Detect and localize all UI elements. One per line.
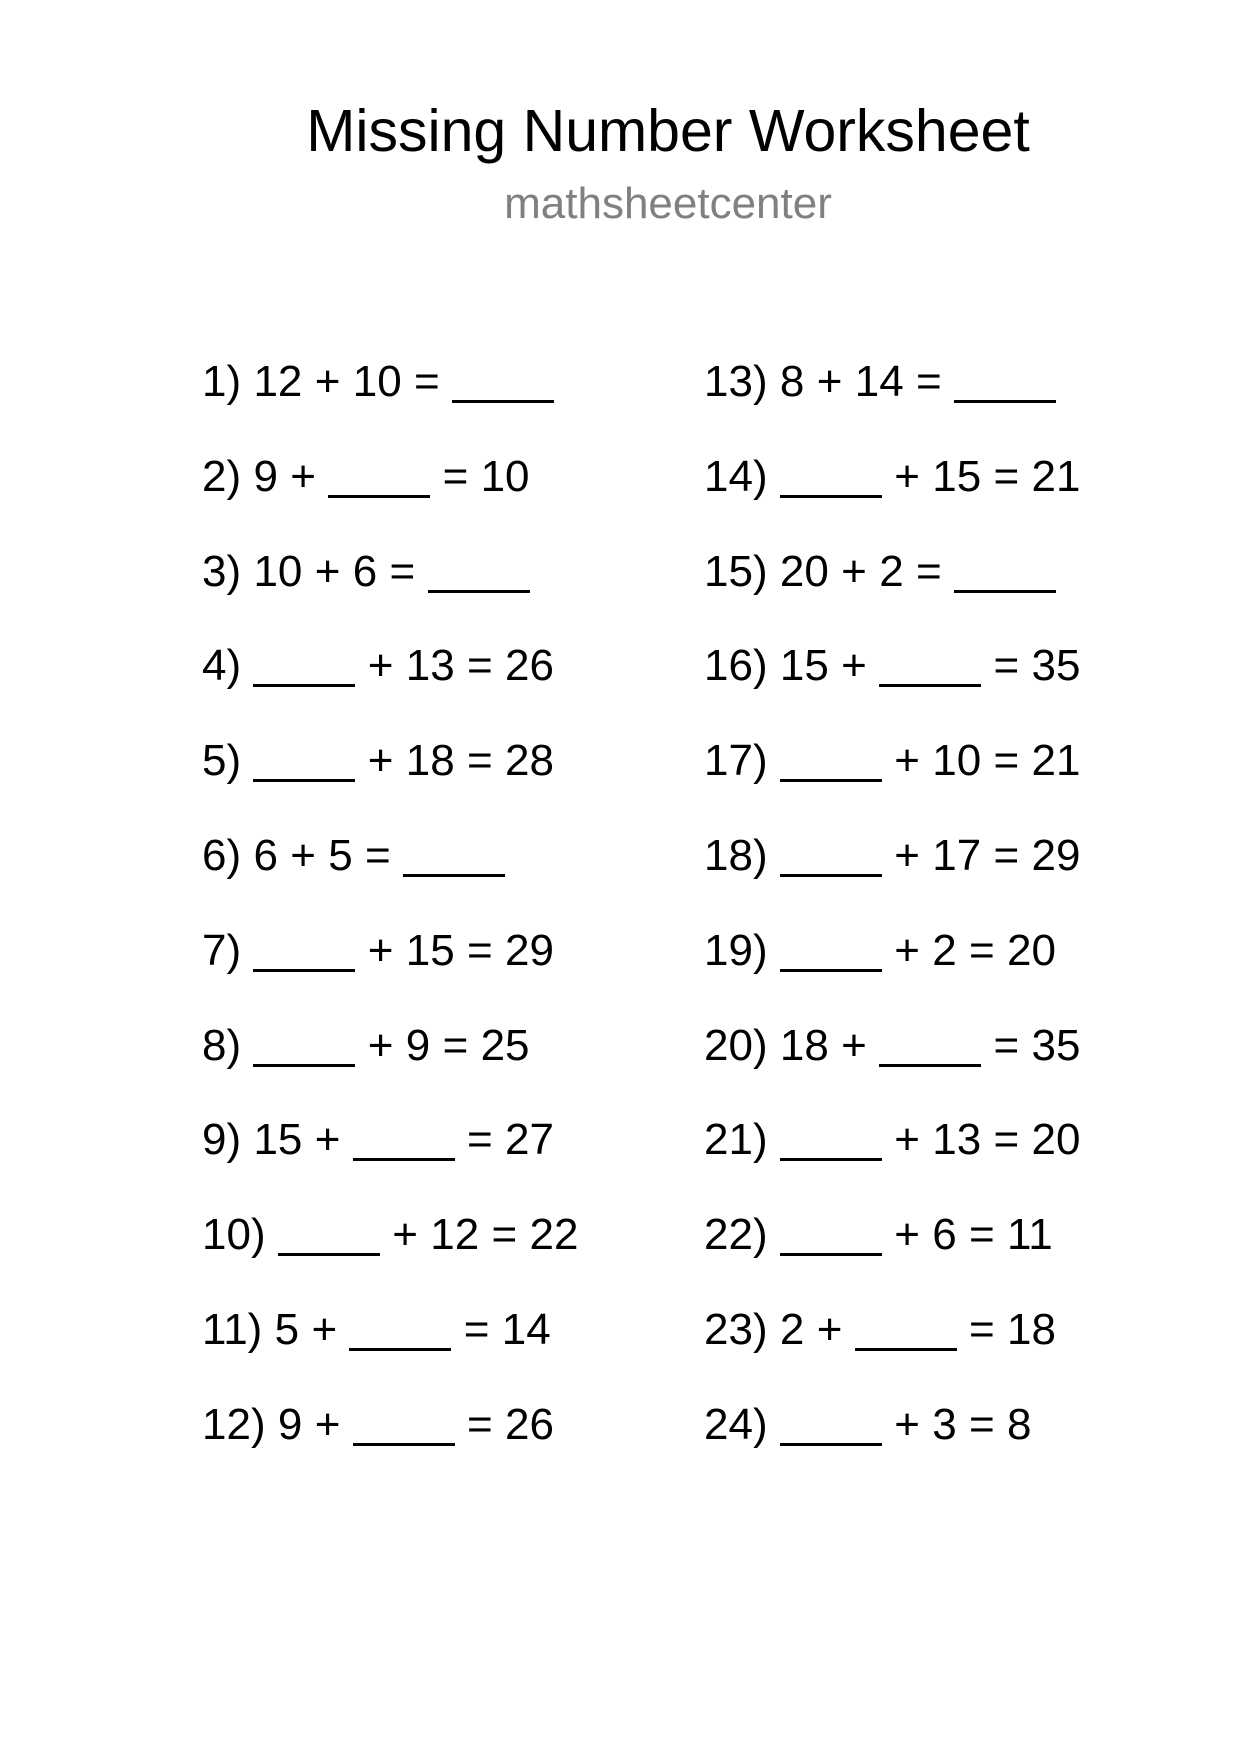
problem-number: 22) (704, 1210, 768, 1260)
operand: 20 (779, 546, 829, 596)
operand: 27 (505, 1115, 554, 1165)
answer-blank[interactable] (253, 779, 355, 782)
problem-number: 2) (202, 451, 242, 501)
problem-number: 8) (202, 1020, 242, 1070)
problem-number: 23) (704, 1305, 768, 1354)
operand: 9 (253, 451, 278, 501)
operand: 3 (932, 1399, 957, 1449)
operator: = (467, 1115, 493, 1165)
operand: 18 (405, 736, 455, 786)
operator: = (915, 357, 942, 406)
operand: 2 (879, 546, 904, 596)
operand: 13 (932, 1115, 982, 1165)
problem-item (704, 452, 1080, 502)
problem-number: 1) (202, 357, 242, 406)
operand: 2 (932, 925, 957, 975)
operand: 18 (1007, 1305, 1056, 1354)
problem-item (704, 547, 1056, 597)
operand: 15 (779, 641, 829, 691)
operand: 10 (253, 546, 303, 596)
answer-blank[interactable] (780, 969, 882, 972)
problem-item (704, 831, 1080, 881)
problem-number: 11) (202, 1305, 263, 1354)
answer-blank[interactable] (879, 684, 981, 687)
problem-number: 13) (704, 357, 768, 406)
operator: + (816, 357, 843, 406)
operator: + (841, 1020, 867, 1070)
problem-number: 21) (704, 1115, 768, 1165)
operand: 15 (405, 925, 455, 975)
problem-number: 6) (202, 831, 242, 880)
problem-item (704, 357, 1056, 407)
operator: + (314, 1115, 341, 1165)
operand: 28 (505, 736, 554, 786)
operand: 12 (253, 357, 303, 406)
problem-item (704, 926, 1056, 976)
operator: + (367, 736, 394, 786)
problem-number: 16) (704, 641, 768, 691)
problem-number: 24) (704, 1399, 768, 1449)
problem-number: 20) (704, 1020, 768, 1070)
operand: 8 (779, 357, 805, 406)
operator: + (290, 451, 316, 501)
operand: 26 (505, 641, 554, 691)
problem-number: 19) (704, 925, 768, 975)
operand: 21 (1031, 451, 1081, 501)
operator: = (993, 451, 1020, 501)
answer-blank[interactable] (780, 495, 882, 498)
operand: 29 (505, 925, 554, 975)
operator: + (894, 1210, 920, 1260)
problem-number: 15) (704, 546, 768, 596)
operand: 20 (1007, 925, 1056, 975)
operator: = (993, 1115, 1020, 1165)
operator: + (367, 641, 394, 691)
problem-item (202, 357, 554, 407)
problem-item (704, 736, 1080, 786)
operator: = (467, 925, 493, 975)
answer-blank[interactable] (780, 1253, 882, 1256)
operator: = (413, 357, 440, 406)
answer-blank[interactable] (780, 1443, 882, 1446)
operator: = (463, 1305, 490, 1354)
operand: 9 (277, 1399, 303, 1449)
operator: = (969, 925, 995, 975)
operator: = (993, 736, 1020, 786)
worksheet-source: mathsheetcenter (504, 179, 832, 228)
operator: + (314, 1399, 341, 1449)
problem-number: 14) (704, 451, 768, 501)
answer-blank[interactable] (253, 969, 355, 972)
answer-blank[interactable] (403, 874, 505, 877)
operand: 29 (1031, 831, 1081, 880)
problem-item (202, 1210, 578, 1260)
operator: + (894, 451, 920, 501)
problem-item (704, 1115, 1080, 1165)
problem-number: 5) (202, 736, 242, 786)
operand: 5 (274, 1305, 300, 1354)
operand: 15 (253, 1115, 303, 1165)
operand: 12 (430, 1210, 480, 1260)
problem-number: 9) (202, 1115, 242, 1165)
problem-number: 12) (202, 1399, 266, 1449)
operator: + (894, 1399, 920, 1449)
operand: 25 (480, 1020, 530, 1070)
answer-blank[interactable] (954, 590, 1056, 593)
operator: = (915, 546, 942, 596)
operand: 20 (1031, 1115, 1081, 1165)
problem-item (202, 641, 554, 691)
operand: 6 (932, 1210, 957, 1260)
operand: 14 (501, 1305, 551, 1354)
operator: + (311, 1305, 338, 1354)
answer-blank[interactable] (428, 590, 530, 593)
operand: 21 (1031, 736, 1081, 786)
operator: + (894, 925, 920, 975)
operand: 10 (352, 357, 402, 406)
problem-number: 7) (202, 925, 242, 975)
operator: + (894, 736, 920, 786)
problem-item (202, 926, 554, 976)
operator: + (290, 831, 316, 880)
operand: 13 (405, 641, 455, 691)
problem-item (202, 452, 530, 502)
operand: 10 (932, 736, 982, 786)
operator: + (841, 546, 867, 596)
answer-blank[interactable] (452, 400, 554, 403)
operator: = (969, 1305, 995, 1354)
answer-blank[interactable] (879, 1064, 981, 1067)
operator: = (442, 1020, 469, 1070)
answer-blank[interactable] (780, 1158, 882, 1161)
operator: = (993, 1020, 1020, 1070)
operator: = (467, 1399, 493, 1449)
operator: = (993, 831, 1020, 880)
operand: 17 (932, 831, 982, 880)
operator: + (894, 1115, 920, 1165)
problem-item (202, 1305, 551, 1355)
operand: 9 (405, 1020, 431, 1070)
operator: + (392, 1210, 418, 1260)
operand: 35 (1031, 1020, 1081, 1070)
operator: = (467, 736, 493, 786)
operator: = (969, 1210, 995, 1260)
answer-blank[interactable] (855, 1348, 957, 1351)
answer-blank[interactable] (253, 1064, 355, 1067)
problem-item (704, 1210, 1053, 1260)
operand: 2 (779, 1305, 805, 1354)
problem-item (704, 1021, 1080, 1071)
operand: 35 (1031, 641, 1081, 691)
answer-blank[interactable] (253, 684, 355, 687)
operand: 6 (352, 546, 378, 596)
answer-blank[interactable] (328, 495, 430, 498)
problem-item (704, 641, 1080, 691)
problem-number: 18) (704, 831, 768, 880)
answer-blank[interactable] (353, 1443, 455, 1446)
problem-number: 10) (202, 1210, 266, 1260)
problem-item (202, 831, 505, 881)
operator: = (365, 831, 391, 880)
operator: + (841, 641, 867, 691)
problem-item (202, 1400, 554, 1450)
operand: 22 (529, 1210, 579, 1260)
operand: 5 (328, 831, 353, 880)
operand: 26 (505, 1399, 554, 1449)
operand: 6 (253, 831, 278, 880)
operator: + (314, 357, 341, 406)
problem-item (202, 1115, 554, 1165)
problem-item (704, 1400, 1032, 1450)
answer-blank[interactable] (349, 1348, 451, 1351)
answer-blank[interactable] (954, 400, 1056, 403)
operator: = (389, 546, 416, 596)
answer-blank[interactable] (353, 1158, 455, 1161)
operand: 10 (480, 451, 530, 501)
operand: 14 (854, 357, 904, 406)
worksheet-title: Missing Number Worksheet (306, 98, 1030, 164)
operator: + (894, 831, 920, 880)
operator: = (467, 641, 493, 691)
problem-item (202, 547, 530, 597)
operator: = (491, 1210, 518, 1260)
problem-number: 4) (202, 641, 242, 691)
operator: + (367, 1020, 394, 1070)
answer-blank[interactable] (278, 1253, 380, 1256)
operator: = (993, 641, 1020, 691)
problem-item (202, 736, 554, 786)
problem-item (704, 1305, 1056, 1355)
problem-number: 17) (704, 736, 768, 786)
operator: + (816, 1305, 843, 1354)
operand: 8 (1007, 1399, 1032, 1449)
problem-number: 3) (202, 546, 242, 596)
operator: = (442, 451, 469, 501)
problem-item (202, 1021, 530, 1071)
operator: = (969, 1399, 995, 1449)
operator: + (367, 925, 394, 975)
operand: 15 (932, 451, 982, 501)
operand: 11 (1007, 1210, 1053, 1260)
operand: 18 (779, 1020, 829, 1070)
answer-blank[interactable] (780, 874, 882, 877)
operator: + (314, 546, 341, 596)
answer-blank[interactable] (780, 779, 882, 782)
